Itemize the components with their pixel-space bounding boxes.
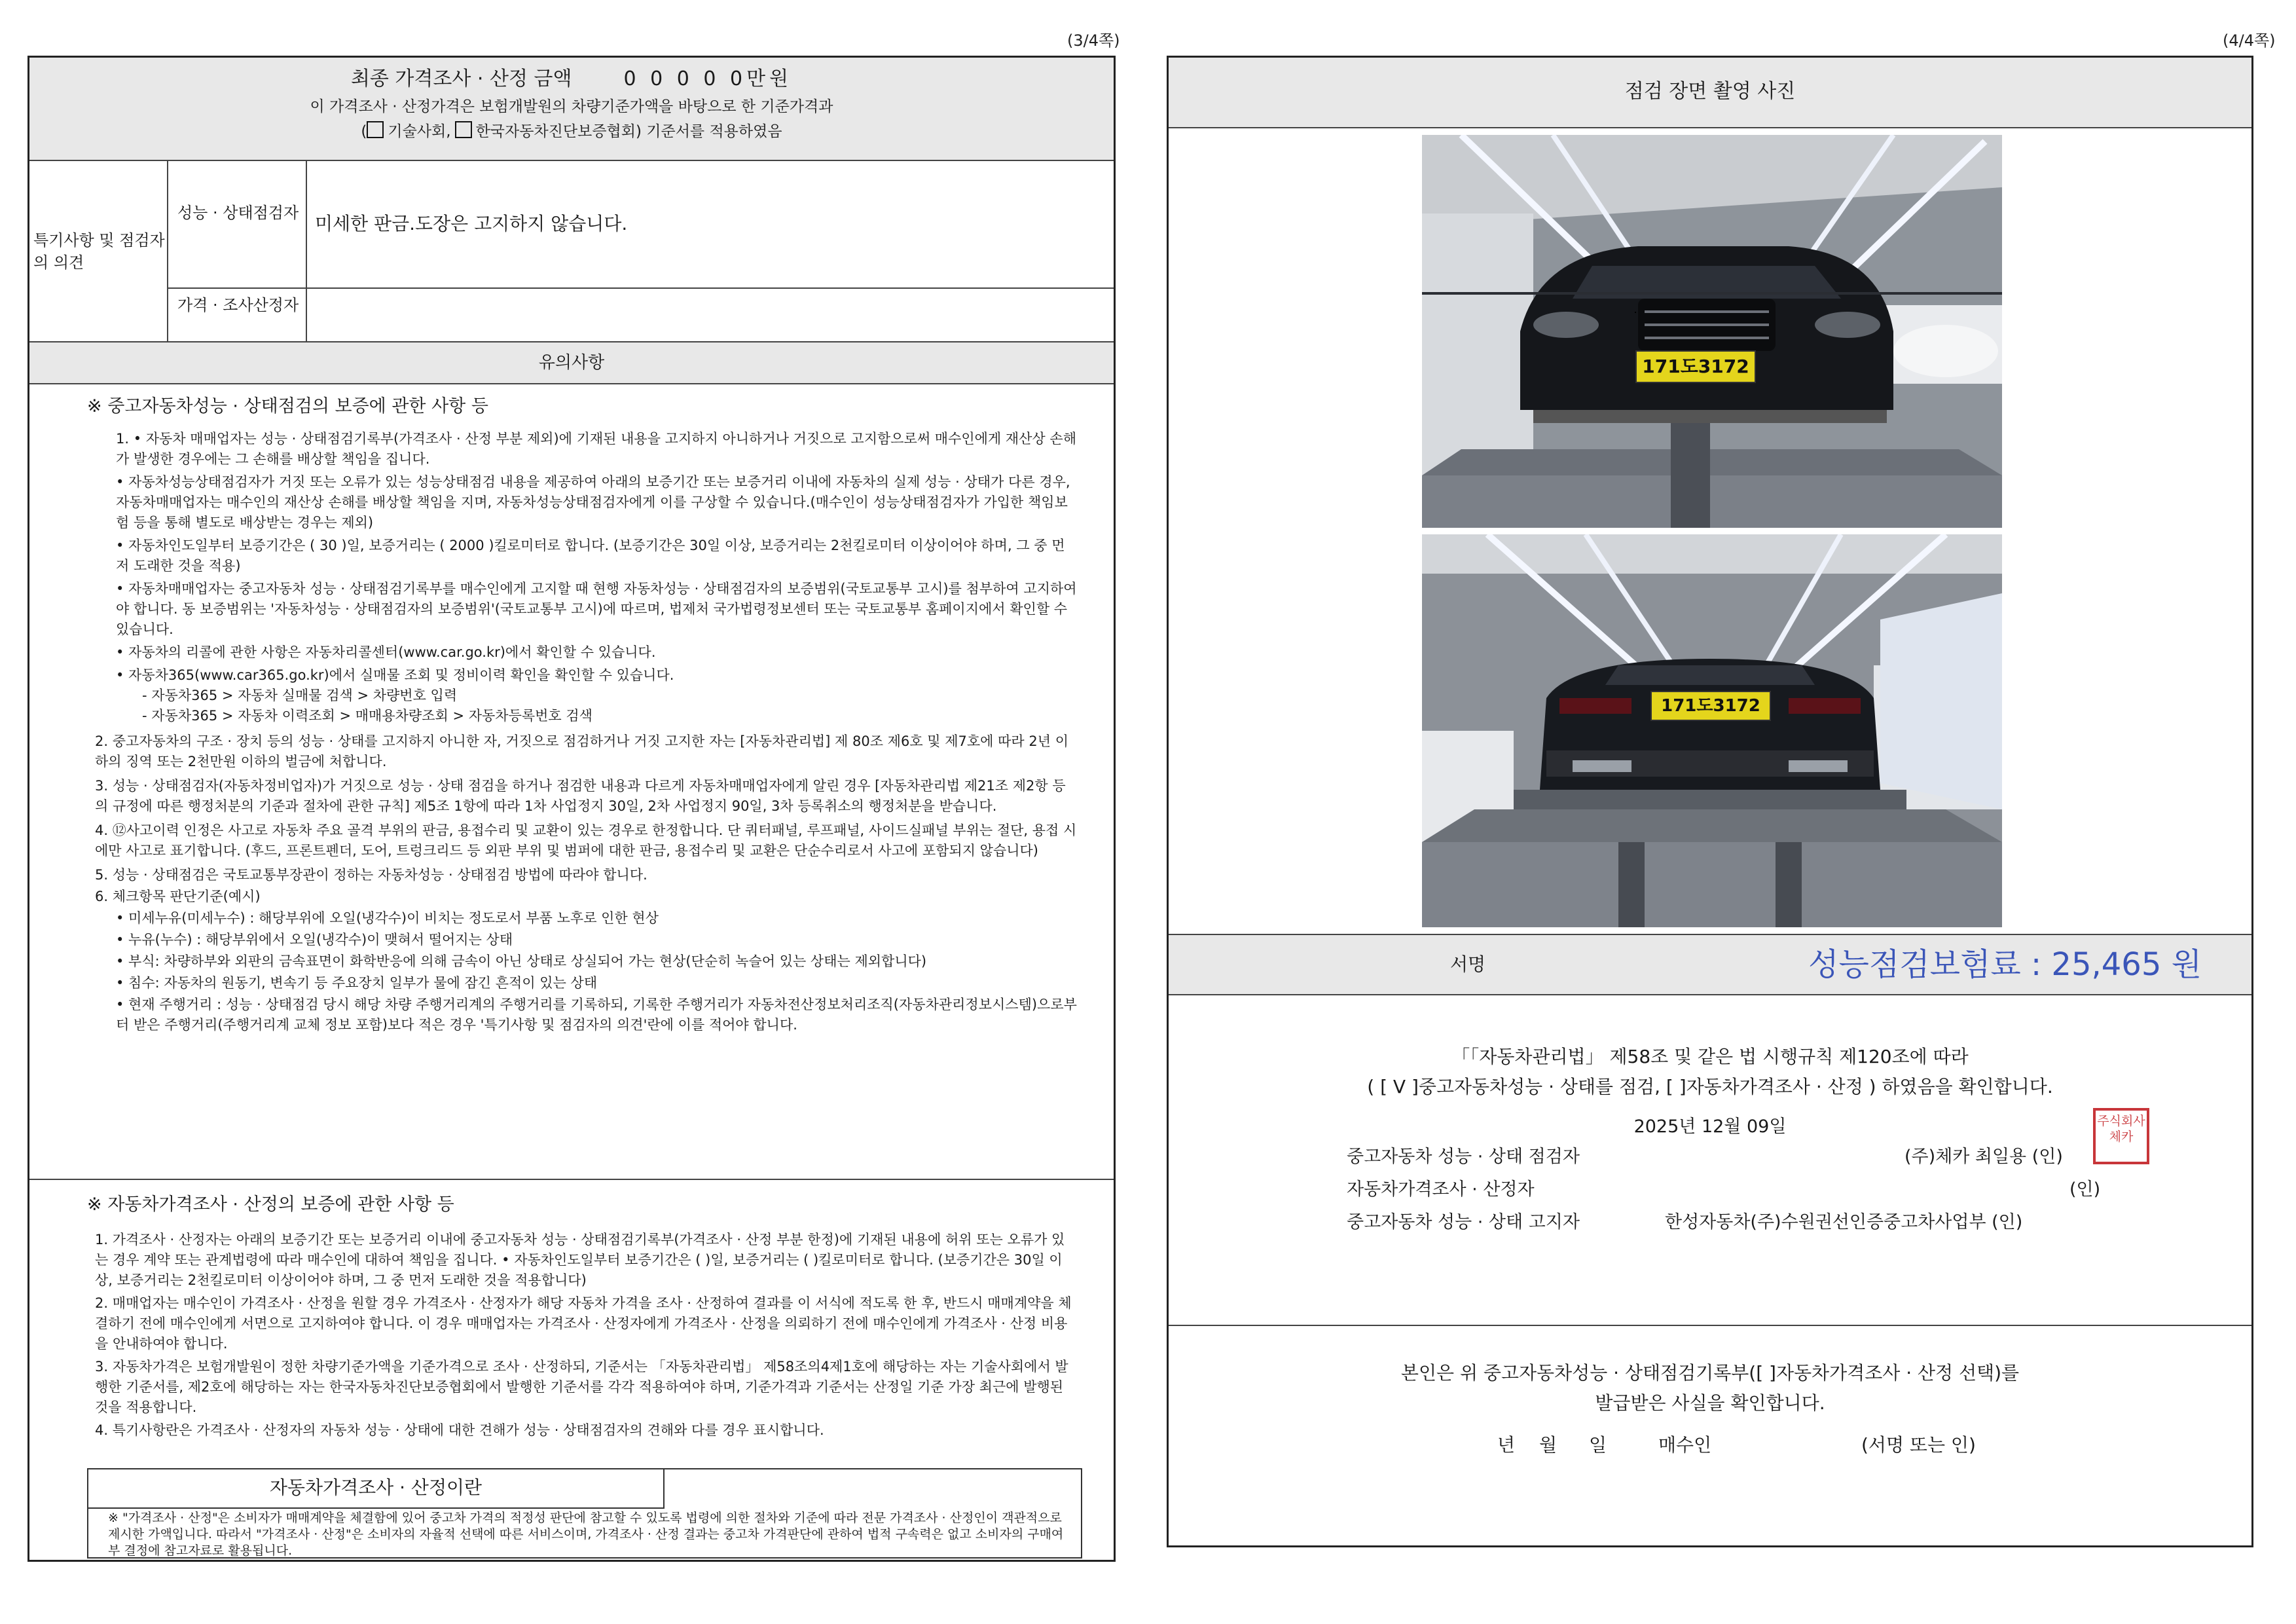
price-amount: 0 0 0 0 0만원 (623, 67, 793, 90)
sec2-item: 1. 가격조사 · 산정자는 아래의 보증기간 또는 보증거리 이내에 중고자동차 성능 · 상태점검기록부(가격조사 · 산정 부분 한정)에 기재된 내용에 허위 또는 오류가 있는 경우 계약 또는 관계법령에 따라 매수인에 대하여 책임을 집니다. • 자동차인도일부터 보증기간은 ( )일, 보증거리는 ( )킬로미터로 합니다. (보증기간은 30일 이상, 보증거리는 2천킬로미터 이상이어야 하며, 그 중 먼저 도래한 것을 적용합니다) (95, 1232, 1065, 1288)
opinion-label: 특기사항 및 점검자의 의견 (29, 161, 168, 341)
perf-inspector-label: 성능 · 상태점검자 (168, 161, 307, 289)
buyer-signature[interactable]: (서명 또는 인) (1861, 1434, 1976, 1456)
sec1-item: • 부식: 차량하부와 외판의 금속표면이 화학반응에 의해 금속이 아닌 상태로 상실되어 가는 현상(단순히 녹슬어 있는 상태는 제외합니다) (116, 953, 927, 969)
buyer-confirmation (1169, 1326, 2251, 1549)
law-line-2: ( [ V ]중고자동차성능 · 상태를 점검, [ ]자동차가격조사 · 산정 ) 하였음을 확인합니다. (1367, 1076, 2053, 1098)
option-kadia-label: 한국자동차진단보증협회) 기준서를 적용하였음 (475, 123, 782, 140)
sec2-item: 4. 특기사항란은 가격조사 · 산정자의 자동차 성능 · 상태에 대한 견해가 성능 · 상태점검자의 견해와 다를 경우 표시합니다. (95, 1422, 824, 1438)
sec1-item: 5. 성능 · 상태점검은 국토교통부장관이 정하는 자동차성능 · 상태점검 방법에 따라야 합니다. (95, 867, 647, 883)
price-desc: 이 가격조사 · 산정가격은 보험개발원의 차량기준가액을 바탕으로 한 기준가격과 (310, 98, 833, 115)
sec1-item: 6. 체크항목 판단기준(예시) (95, 889, 261, 904)
section-performance-guarantee (29, 384, 1114, 1180)
car-rear-image (1422, 534, 2002, 927)
sec1-title: ※ 중고자동차성능 · 상태점검의 보증에 관한 사항 등 (87, 396, 488, 416)
sec1-item: - 자동차365 > 자동차 실매물 검색 > 차량번호 입력 (142, 688, 458, 703)
sec1-item: • 누유(누수) : 해당부위에서 오일(냉각수)이 맺혀서 떨어지는 상태 (116, 932, 513, 948)
sig-value-inspector: (주)체카 최일용 (인) (1904, 1147, 2063, 1167)
buyer-line-1: 본인은 위 중고자동차성능 · 상태점검기록부([ ]자동차가격조사 · 산정 선택)를 (1400, 1362, 2020, 1384)
inspection-photo-rear (1422, 534, 2002, 927)
sec2-item: 2. 매매업자는 매수인이 가격조사 · 산정을 원할 경우 가격조사 · 산정자가 해당 자동차 가격을 조사 · 산정하여 결과를 이 서식에 적도록 한 후, 반드시 매매계약을 체결하기 전에 매수인에게 서면으로 고지하여야 합니다. 이 경우 매매업자는 가격조사 · 산정자에게 가격조사 · 산정을 의뢰하기 전에 매수인에게 가격조사 · 산정 비용을 안내하여야 합니다. (95, 1295, 1072, 1352)
checkbox-tech-society[interactable] (367, 121, 384, 138)
price-options: ( 기술사회, 한국자동차진단보증협회) 기준서를 적용하였음 (29, 119, 1114, 144)
buyer-line-2: 발급받은 사실을 확인합니다. (1595, 1392, 1825, 1414)
page-number-right: (4/4쪽) (2223, 31, 2276, 50)
page-number-left: (3/4쪽) (1067, 31, 1120, 50)
sig-value-assessor: (인) (2069, 1179, 2101, 1200)
price-label: 최종 가격조사 · 산정 금액 (350, 67, 572, 90)
license-plate-front: 171도3172 (1642, 356, 1749, 377)
buyer-day-label: 일 (1589, 1434, 1607, 1456)
sec1-item: • 미세누유(미세누수) : 해당부위에 오일(냉각수)이 비치는 정도로서 부품 노후로 인한 현상 (116, 910, 659, 926)
opinion-table (29, 161, 1114, 342)
sign-label: 서명 (1450, 953, 1486, 975)
sec1-item: • 자동차성능상태점검자가 거짓 또는 오류가 있는 성능상태점검 내용을 제공하여 아래의 보증기간 또는 보증거리 이내에 자동차의 실제 성능 · 상태가 다른 경우, 자동차매매업자는 매수인의 재산상 손해를 배상할 책임을 지며, 자동차성능상태점검자에게 이를 구상할 수 있습니다.(매수인이 성능상태점검자가 가입한 책임보험 등을 통해 별도로 배상받는 경우는 제외) (116, 474, 1070, 530)
sec1-item: • 자동차365(www.car365.go.kr)에서 실매물 조회 및 정비이력 확인을 확인할 수 있습니다. (116, 667, 674, 683)
right-panel (1167, 56, 2253, 1547)
sec1-item: 4. ⑫사고이력 인정은 사고로 자동차 주요 골격 부위의 판금, 용접수리 및 교환이 있는 경우로 한정합니다. 단 쿼터패널, 루프패널, 사이드실패널 부위는 절단, 용접 시에만 사고로 표기합니다. (후드, 프론트펜더, 도어, 트렁크리드 등 외판 부위 및 범퍼에 대한 판금, 용접수리 및 교환은 단순수리로서 사고에 포함되지 않습니다) (95, 822, 1077, 858)
inspection-confirmation (1169, 995, 2251, 1326)
sig-label-assessor: 자동차가격조사 · 산정자 (1347, 1179, 1535, 1200)
sec2-item: 3. 자동차가격은 보험개발원이 정한 차량기준가액을 기준가격으로 조사 · 산정하되, 기준서는 「자동차관리법」 제58조의4제1호에 해당하는 자는 기술사회에서 발행한 기준서를, 제2호에 해당하는 자는 한국자동차진단보증협회에서 발행한 기준서를 각각 적용하여야 하며, 기준가격과 기준서는 산정일 기준 가장 최근에 발행된 것을 적용합니다. (95, 1359, 1068, 1415)
sec1-item: 2. 중고자동차의 구조 · 장치 등의 성능 · 상태를 고지하지 아니한 자, 거짓으로 점검하거나 거짓 고지한 자는 [자동차관리법] 제 80조 제6호 및 제7호에 따라 2년 이하의 징역 또는 2천만원 이하의 벌금에 처합니다. (95, 733, 1069, 769)
price-definition-title: 자동차가격조사 · 산정이란 (88, 1469, 665, 1509)
price-assessor-opinion (307, 289, 1114, 342)
law-line-1: 「「자동차관리법」 제58조 및 같은 법 시행규칙 제120조에 따라 (1451, 1046, 1969, 1067)
sec1-item: - 자동차365 > 자동차 이력조회 > 매매용차량조회 > 자동차등록번호 검색 (142, 708, 592, 724)
checkbox-kadia[interactable] (455, 121, 472, 138)
perf-inspector-opinion: 미세한 판금.도장은 고지하지 않습니다. (307, 161, 1114, 289)
price-definition-text: ※ "가격조사 · 산정"은 소비자가 매매계약을 체결함에 있어 중고차 가격의 적정성 판단에 참고할 수 있도록 법령에 의한 절차와 기준에 따라 전문 가격조사 · 산정인이 객관적으로 제시한 가액입니다. 따라서 "가격조사 · 산정"은 소비자의 자율적 선택에 따른 서비스이며, 가격조사 · 산정 결과는 중고차 가격판단에 관하여 법적 구속력은 없고 소비자의 구매여부 결정에 참고자료로 활용됩니다. (108, 1511, 1064, 1558)
sec1-item: • 자동차매매업자는 중고자동차 성능 · 상태점검기록부를 매수인에게 고지할 때 현행 자동차성능 · 상태점검자의 보증범위(국토교통부 고시)를 첨부하여 고지하여야 합니다. 동 보증범위는 '자동차성능 · 상태점검자의 보증범위'(국토교통부 고시)에 따르며, 법제처 국가법령정보센터 또는 국토교통부 홈페이지에서 확인할 수 있습니다. (116, 581, 1077, 637)
price-section (29, 58, 1114, 161)
sec2-title: ※ 자동차가격조사 · 산정의 보증에 관한 사항 등 (87, 1194, 454, 1215)
sig-value-notifier: 한성자동차(주)수원권선인증중고차사업부 (인) (1665, 1212, 2023, 1232)
sec1-item: • 자동차의 리콜에 관한 사항은 자동차리콜센터(www.car.go.kr)에서 확인할 수 있습니다. (116, 644, 656, 660)
option-tech-society-label: 기술사회, (388, 123, 451, 140)
left-panel (27, 56, 1116, 1562)
sec1-item: • 자동차인도일부터 보증기간은 ( 30 )일, 보증거리는 ( 2000 )킬로미터로 합니다. (보증기간은 30일 이상, 보증거리는 2천킬로미터 이상이어야 하며, 그 중 먼저 도래한 것을 적용) (116, 538, 1065, 574)
price-definition-box (87, 1468, 1082, 1559)
sec1-item: 1. • 자동차 매매업자는 성능 · 상태점검기록부(가격조사 · 산정 부분 제외)에 기재된 내용을 고지하지 아니하거나 거짓으로 고지함으로써 매수인에게 재산상 손해가 발생한 경우에는 그 손해를 배상할 책임을 집니다. (116, 431, 1077, 467)
sec1-item: • 침수: 자동차의 원동기, 변속기 등 주요장치 일부가 물에 잠긴 흔적이 있는 상태 (116, 975, 598, 991)
sec1-item: • 현재 주행거리 : 성능 · 상태점검 당시 해당 차량 주행거리계의 주행거리를 기록하되, 기록한 주행거리가 자동차전산정보처리조직(자동차관리정보시스템)으로부터 받은 주행거리(주행거리계 교체 정보 포함)보다 적은 경우 '특기사항 및 점검자의 의견'란에 이를 적어야 합니다. (116, 997, 1077, 1033)
notice-title: 유의사항 (29, 342, 1114, 384)
sec1-item: 3. 성능 · 상태점검자(자동차정비업자)가 거짓으로 성능 · 상태 점검을 하거나 점검한 내용과 다르게 자동차매매업자에게 알린 경우 [자동차관리법 제21조 제2항 등의 규정에 따른 행정처분의 기준과 절차에 관한 규칙] 제5조 1항에 따라 1차 사업정지 30일, 2차 사업정지 90일, 3차 등록취소의 행정처분을 받습니다. (95, 778, 1066, 814)
buyer-year-label: 년 (1497, 1434, 1516, 1456)
inspection-date: 2025년 12월 09일 (1633, 1116, 1787, 1137)
buyer-month-label: 월 (1539, 1434, 1558, 1456)
inspection-photo-front (1422, 135, 2002, 528)
price-assessor-label: 가격 · 조사산정자 (168, 289, 307, 342)
car-front-image (1422, 135, 2002, 528)
sec1-body (29, 429, 1114, 1035)
sig-label-notifier: 중고자동차 성능 · 상태 고지자 (1347, 1212, 1580, 1232)
company-seal: 주식회사체카 (2093, 1108, 2149, 1164)
buyer-label: 매수인 (1658, 1434, 1712, 1456)
photo-title: 점검 장면 촬영 사진 (1169, 58, 2251, 128)
signature-row (1169, 934, 2251, 995)
license-plate-rear: 171도3172 (1661, 696, 1760, 716)
insurance-fee: 성능점검보험료 : 25,465 원 (1808, 946, 2202, 983)
sig-label-inspector: 중고자동차 성능 · 상태 점검자 (1347, 1147, 1580, 1167)
section-price-guarantee (29, 1180, 1114, 1564)
sec2-body (29, 1230, 1114, 1441)
